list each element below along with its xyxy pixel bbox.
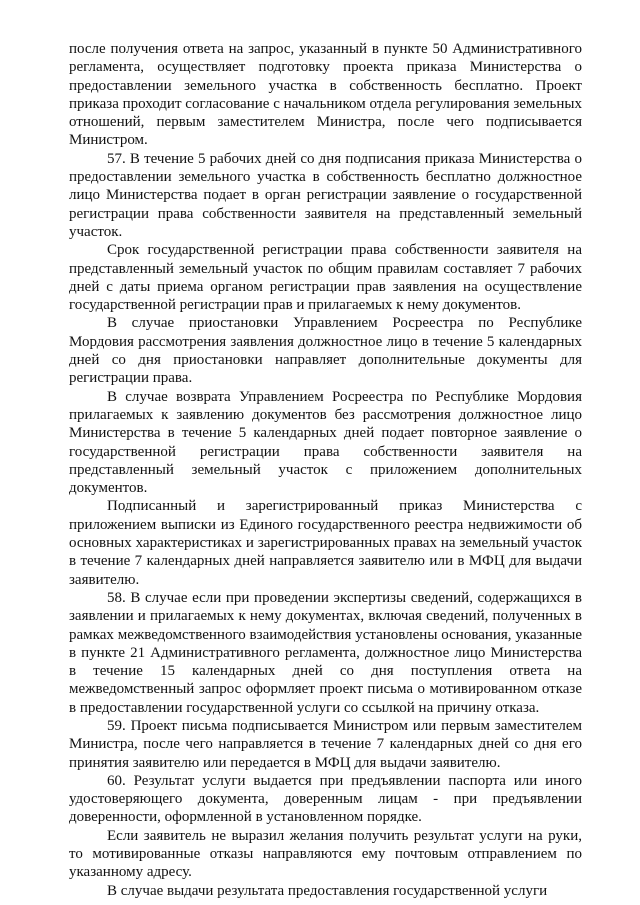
- paragraph-signed-order: Подписанный и зарегистрированный приказ Министерства с приложением выписки из Единого государственного реестра недвижимости об основных характеристиках и зарегистрированных правах на земельный участок в течение 7 календарных дней направляется заявителю или в МФЦ для выдачи заявителю.: [69, 498, 582, 588]
- paragraph-59: 59. Проект письма подписывается Министром или первым заместителем Министра, после чего направляется в течение 7 календарных дней со дня его принятия заявителю или передается в МФЦ для выдачи заявителю.: [69, 717, 582, 771]
- paragraph-continuation: после получения ответа на запрос, указанный в пункте 50 Административного регламента, осуществляет подготовку проекта приказа Министерства о предоставлении земельного участка в собственность бесплатно. Проект приказа проходит согласование с начальником отдела регулирования земельных отношений, первым заместителем Министра, после чего подписывается Министром.: [69, 41, 582, 149]
- paragraph-return: В случае возврата Управлением Росреестра по Республике Мордовия прилагаемых к заявлению документов без рассмотрения должностное лицо Министерства в течение 5 календарных дней подает повторное заявление о государственной регистрации права собственности заявителя на представленный земельный участок с приложением дополнительных документов.: [69, 388, 582, 497]
- paragraph-58: 58. В случае если при проведении экспертизы сведений, содержащихся в заявлении и прилагаемых к нему документах, включая сведений, полученных в рамках межведомственного взаимодействия установлены основания, указанные в пункте 21 Административного регламента, должностное лицо Министерства в течение 15 календарных дней со дня поступления ответа на межведомственный запрос оформляет проект письма о мотивированном отказе в предоставлении государственной услуги со ссылкой на причину отказа.: [69, 589, 582, 716]
- paragraph-registration-term: Срок государственной регистрации права собственности заявителя на представленный земельный участок по общим правилам составляет 7 рабочих дней с даты приема органом регистрации прав заявления на осуществление государственной регистрации прав и прилагаемых к нему документов.: [69, 242, 582, 314]
- paragraph-issuance: В случае выдачи результата предоставления государственной услуги: [107, 882, 548, 899]
- paragraph-mail-delivery: Если заявитель не выразил желания получить результат услуги на руки, то мотивированные отказы направляются ему почтовым отправлением по указанному адресу.: [69, 827, 582, 881]
- paragraph-57: 57. В течение 5 рабочих дней со дня подписания приказа Министерства о предоставлении земельного участка в собственность бесплатно должностное лицо Министерства подает в орган регистрации заявление о государственной регистрации права собственности заявителя на представленный земельный участок.: [69, 150, 582, 240]
- paragraph-60: 60. Результат услуги выдается при предъявлении паспорта или иного удостоверяющего документа, доверенным лицам - при предъявлении доверенности, оформленной в установленном порядке.: [69, 772, 582, 826]
- paragraph-suspension: В случае приостановки Управлением Росреестра по Республике Мордовия рассмотрения заявления должностное лицо в течение 5 календарных дней со дня приостановки направляет дополнительные документы для регистрации права.: [69, 315, 582, 387]
